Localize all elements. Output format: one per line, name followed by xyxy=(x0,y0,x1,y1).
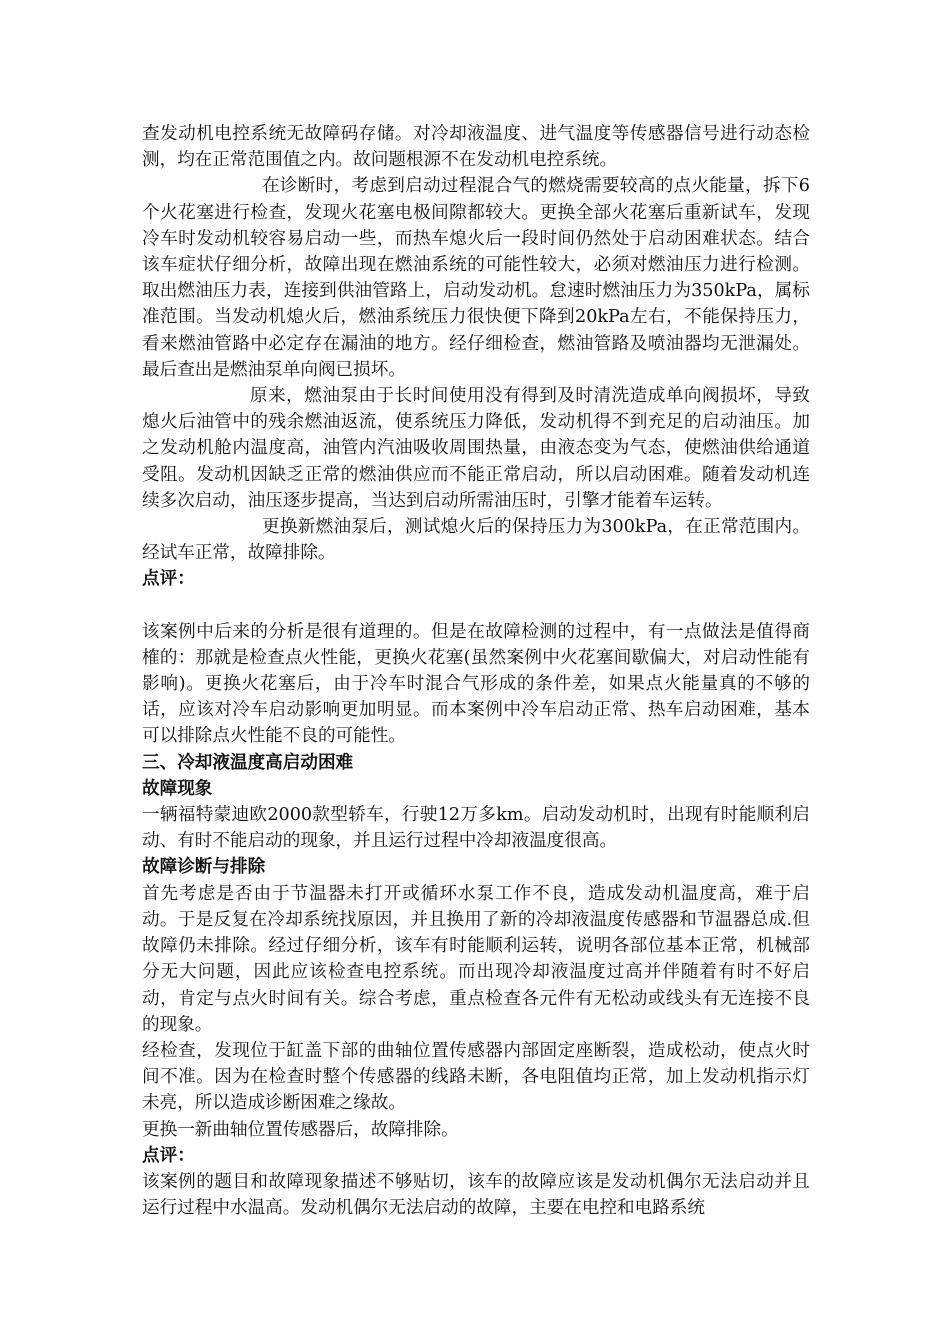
symptom-heading: 故障现象 xyxy=(142,778,213,799)
paragraph-fuel-pump-cause: 原来，燃油泵由于长时间使用没有得到及时清洗造成单向阀损坏，导致熄火后油管中的残余燃油返流，使系统压力降低，发动机得不到充足的启动油压。加之发动机舱内温度高，油管内汽油吸收周围热量，由液态变为气态，使燃油供给通道受阻。发动机因缺乏正常的燃油供应而不能正常启动，所以启动困难。随着发动机连续多次启动，油压逐步提高，当达到启动所需油压时，引擎才能着车运转。 xyxy=(142,386,810,511)
comment-text: 该案例的题目和故障现象描述不够贴切，该车的故障应该是发动机偶尔无法启动并且运行过程中水温高。发动机偶尔无法启动的故障，主要在电控和电路系统 xyxy=(142,1171,810,1219)
blank-line xyxy=(142,593,810,619)
comment-heading: 点评： xyxy=(142,569,195,590)
section-title: 三、冷却液温度高启动困难 xyxy=(142,752,354,773)
comment-text: 该案例中后来的分析是很有道理的。但是在故障检测的过程中，有一点做法是值得商榷的：那就是检查点火性能，更换火花塞(虽然案例中火花塞间歇偏大，对启动性能有影响)。更换火花塞后，由于冷车时混合气形成的条件差，如果点火能量真的不够的话，应该对冷车启动影响更加明显。而本案例中冷车启动正常、热车启动困难，基本可以排除点火性能不良的可能性。 xyxy=(142,621,810,747)
comment-heading: 点评： xyxy=(142,1145,195,1166)
document-page xyxy=(142,121,810,1221)
diagnosis-heading: 故障诊断与排除 xyxy=(142,857,266,878)
paragraph-repair-result: 更换新燃油泵后，测试熄火后的保持压力为300kPa，在正常范围内。经试车正常，故障排除。 xyxy=(142,517,810,564)
paragraph-ecu-check: 查发动机电控系统无故障码存储。对冷却液温度、进气温度等传感器信号进行动态检测，均在正常范围值之内。故问题根源不在发动机电控系统。 xyxy=(142,124,810,171)
diagnosis-text: 首先考虑是否由于节温器未打开或循环水泵工作不良，造成发动机温度高，难于启动。于是反复在冷却系统找原因，并且换用了新的冷却液温度传感器和节温器总成.但故障仍未排除。经过仔细分析，该车有时能顺利运转，说明各部位基本正常，机械部分无大问题，因此应该检查电控系统。而出现冷却液温度过高并伴随着有时不好启动，肯定与点火时间有关。综合考虑，重点检查各元件有无松动或线头有无连接不良的现象。 xyxy=(142,883,810,1035)
diagnosis-fix-text: 更换一新曲轴位置传感器后，故障排除。 xyxy=(142,1119,459,1140)
paragraph-fuel-pressure-diagnosis: 在诊断时，考虑到启动过程混合气的燃烧需要较高的点火能量，拆下6个火花塞进行检查，发现火花塞电极间隙都较大。更换全部火花塞后重新试车，发现冷车时发动机较容易启动一些，而热车熄火后一段时间仍然处于启动困难状态。结合该车症状仔细分析，故障出现在燃油系统的可能性较大，必须对燃油压力进行检测。取出燃油压力表，连接到供油管路上，启动发动机。怠速时燃油压力为350kPa，属标准范围。当发动机熄火后，燃油系统压力很快便下降到20kPa左右，不能保持压力，看来燃油管路中必定存在漏油的地方。经仔细检查，燃油管路及喷油器均无泄漏处。最后查出是燃油泵单向阀已损坏。 xyxy=(142,176,810,380)
symptom-text: 一辆福特蒙迪欧2000款型轿车，行驶12万多km。启动发动机时，出现有时能顺利启动、有时不能启动的现象，并且运行过程中冷却液温度很高。 xyxy=(142,805,810,852)
diagnosis-finding-text: 经检查，发现位于缸盖下部的曲轴位置传感器内部固定座断裂，造成松动，使点火时间不准。因为在检查时整个传感器的线路未断，各电阻值均正常，加上发动机指示灯未亮，所以造成诊断困难之缘故。 xyxy=(142,1040,810,1114)
